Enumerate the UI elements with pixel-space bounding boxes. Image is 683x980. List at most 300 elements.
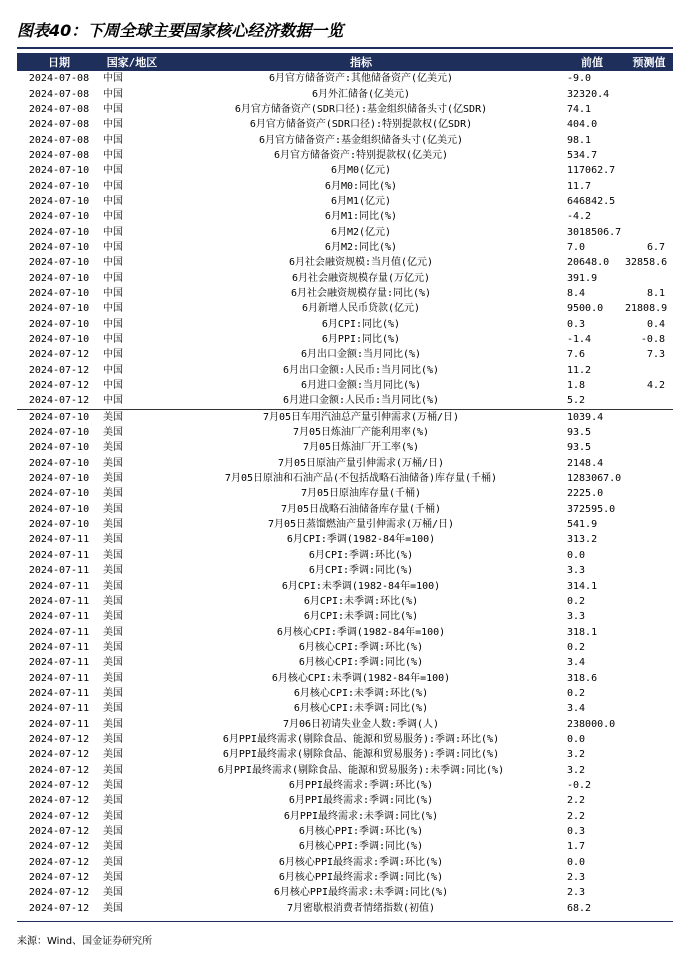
- table-row: [17, 532, 673, 547]
- cell-region: 美国: [103, 687, 123, 699]
- cell-previous: -9.0: [567, 73, 592, 85]
- cell-date: 2024-07-10: [28, 195, 90, 207]
- header-previous: 前值: [559, 53, 625, 71]
- table-row: [17, 86, 673, 101]
- cell-region: 中国: [103, 303, 123, 315]
- cell-indicator: 6月CPI:未季调:同比(%): [303, 611, 419, 623]
- cell-indicator: 6月出口金额:人民币:当月同比(%): [282, 364, 440, 376]
- cell-forecast: [625, 178, 673, 193]
- table-row: [17, 640, 673, 655]
- cell-region: 美国: [103, 595, 123, 607]
- cell-indicator: 6月M1(亿元): [330, 195, 392, 207]
- cell-region: 美国: [103, 457, 123, 469]
- header-region: 国家/地区: [101, 53, 163, 71]
- cell-forecast: [625, 701, 673, 716]
- table-row: [17, 563, 673, 578]
- cell-forecast: [625, 194, 673, 209]
- cell-region: 美国: [103, 427, 123, 439]
- table-row: [17, 409, 673, 425]
- cell-previous: 3.3: [567, 611, 586, 623]
- cell-forecast: [625, 517, 673, 532]
- cell-region: 美国: [103, 764, 123, 776]
- cell-date: 2024-07-11: [28, 626, 90, 638]
- cell-forecast: [625, 502, 673, 517]
- cell-region: 美国: [103, 810, 123, 822]
- cell-date: 2024-07-11: [28, 641, 90, 653]
- cell-indicator: 6月核心CPI:季调(1982-84年=100): [276, 626, 446, 638]
- cell-previous: 3.4: [567, 703, 586, 715]
- cell-previous: 3.2: [567, 764, 586, 776]
- cell-date: 2024-07-10: [28, 180, 90, 192]
- table-row: [17, 132, 673, 147]
- cell-indicator: 6月PPI最终需求:季调:环比(%): [288, 779, 434, 791]
- cell-date: 2024-07-12: [28, 887, 90, 899]
- cell-date: 2024-07-10: [28, 334, 90, 346]
- cell-region: 美国: [103, 641, 123, 653]
- cell-region: 美国: [103, 580, 123, 592]
- cell-indicator: 6月进口金额:人民币:当月同比(%): [282, 395, 440, 407]
- cell-region: 美国: [103, 841, 123, 853]
- cell-date: 2024-07-12: [28, 749, 90, 761]
- table-row: [17, 870, 673, 885]
- cell-indicator: 6月核心PPI:季调:同比(%): [298, 841, 424, 853]
- cell-previous: 98.1: [567, 134, 592, 146]
- cell-forecast: [625, 885, 673, 900]
- cell-indicator: 6月社会融资规模存量(万亿元): [291, 272, 431, 284]
- cell-previous: 0.0: [567, 549, 586, 561]
- cell-region: 中国: [103, 211, 123, 223]
- cell-region: 中国: [103, 334, 123, 346]
- cell-date: 2024-07-11: [28, 703, 90, 715]
- cell-date: 2024-07-08: [28, 134, 90, 146]
- table-row: [17, 425, 673, 440]
- cell-previous: 7.0: [567, 241, 586, 253]
- cell-previous: -0.2: [567, 779, 592, 791]
- cell-date: 2024-07-11: [28, 549, 90, 561]
- cell-indicator: 7月05日蒸馏燃油产量引伸需求(万桶/日): [267, 519, 455, 531]
- cell-forecast: [625, 716, 673, 731]
- cell-date: 2024-07-10: [17, 409, 101, 425]
- cell-previous: 11.7: [567, 180, 592, 192]
- cell-previous: 3.4: [567, 657, 586, 669]
- cell-date: 2024-07-11: [28, 687, 90, 699]
- cell-indicator: 6月PPI最终需求(剔除食品、能源和贸易服务):季调:环比(%): [222, 733, 500, 745]
- cell-region: 美国: [103, 503, 123, 515]
- cell-region: 中国: [103, 103, 123, 115]
- cell-indicator: 6月核心CPI:未季调:环比(%): [293, 687, 429, 699]
- cell-indicator: 6月M2(亿元): [330, 226, 392, 238]
- cell-region: 美国: [103, 442, 123, 454]
- table-row: [17, 747, 673, 762]
- cell-region: 中国: [103, 380, 123, 392]
- cell-region: 美国: [103, 749, 123, 761]
- economic-data-table: [17, 53, 673, 916]
- cell-forecast: [625, 640, 673, 655]
- cell-indicator: 7月05日炼油厂产能利用率(%): [292, 427, 430, 439]
- cell-indicator: 6月M2:同比(%): [324, 241, 398, 253]
- table-row: [17, 471, 673, 486]
- cell-region: 美国: [103, 826, 123, 838]
- table-row: [17, 517, 673, 532]
- cell-region: 中国: [103, 134, 123, 146]
- table-row: [17, 778, 673, 793]
- cell-date: 2024-07-10: [28, 287, 90, 299]
- table-row: [17, 148, 673, 163]
- cell-forecast: [625, 762, 673, 777]
- header-indicator: 指标: [163, 53, 559, 71]
- cell-date: 2024-07-11: [28, 718, 90, 730]
- cell-date: 2024-07-12: [28, 764, 90, 776]
- cell-forecast: [625, 609, 673, 624]
- table-row: [17, 609, 673, 624]
- cell-forecast: [625, 363, 673, 378]
- cell-forecast: [625, 870, 673, 885]
- cell-forecast: [625, 747, 673, 762]
- table-body: [17, 71, 673, 916]
- cell-indicator: 6月出口金额:当月同比(%): [300, 349, 422, 361]
- cell-indicator: 6月CPI:未季调(1982-84年=100): [281, 580, 441, 592]
- table-row: [17, 163, 673, 178]
- cell-region: 美国: [103, 703, 123, 715]
- table-row: [17, 885, 673, 900]
- cell-previous: 404.0: [567, 119, 598, 131]
- cell-date: 2024-07-11: [28, 580, 90, 592]
- cell-forecast: [625, 132, 673, 147]
- cell-forecast: [625, 732, 673, 747]
- cell-date: 2024-07-10: [28, 503, 90, 515]
- cell-date: 2024-07-08: [28, 88, 90, 100]
- cell-forecast: [625, 563, 673, 578]
- cell-date: 2024-07-12: [28, 349, 90, 361]
- cell-date: 2024-07-10: [28, 165, 90, 177]
- cell-indicator: 6月CPI:季调:同比(%): [308, 565, 414, 577]
- cell-forecast: [625, 532, 673, 547]
- cell-region: 美国: [103, 549, 123, 561]
- cell-forecast: [625, 163, 673, 178]
- cell-forecast: 0.4: [646, 318, 665, 330]
- cell-previous: 2.2: [567, 795, 586, 807]
- table-row: [17, 456, 673, 471]
- cell-forecast: [625, 655, 673, 670]
- cell-indicator: 6月核心CPI:未季调:同比(%): [293, 703, 429, 715]
- cell-indicator: 7月密歇根消费者情绪指数(初值): [286, 902, 436, 914]
- cell-indicator: 6月核心CPI:季调:同比(%): [298, 657, 424, 669]
- cell-forecast: [625, 425, 673, 440]
- cell-previous: 0.2: [567, 595, 586, 607]
- cell-region: 中国: [103, 180, 123, 192]
- cell-forecast: [625, 224, 673, 239]
- cell-previous: 0.2: [567, 687, 586, 699]
- table-row: [17, 178, 673, 193]
- table-row: [17, 270, 673, 285]
- table-row: [17, 824, 673, 839]
- cell-region: 美国: [103, 779, 123, 791]
- cell-previous: 2.3: [567, 872, 586, 884]
- cell-date: 2024-07-12: [28, 902, 90, 914]
- table-row: [17, 670, 673, 685]
- cell-region: 中国: [103, 226, 123, 238]
- cell-date: 2024-07-12: [28, 733, 90, 745]
- cell-indicator: 7月06日初请失业金人数:季调(人): [282, 718, 440, 730]
- cell-previous: 68.2: [567, 902, 592, 914]
- table-row: [17, 224, 673, 239]
- cell-indicator: 6月官方储备资产:特别提款权(亿美元): [273, 149, 449, 161]
- cell-indicator: 6月CPI:季调(1982-84年=100): [286, 534, 436, 546]
- cell-forecast: [625, 148, 673, 163]
- cell-forecast: [625, 624, 673, 639]
- table-header-row: [17, 53, 673, 71]
- cell-forecast: [625, 793, 673, 808]
- cell-date: 2024-07-10: [28, 519, 90, 531]
- cell-forecast: 32858.6: [625, 257, 668, 269]
- cell-date: 2024-07-12: [28, 826, 90, 838]
- cell-forecast: [625, 855, 673, 870]
- cell-indicator: 6月新增人民币贷款(亿元): [301, 303, 421, 315]
- cell-date: 2024-07-12: [28, 810, 90, 822]
- cell-previous: 93.5: [567, 442, 592, 454]
- table-row: [17, 301, 673, 316]
- cell-forecast: [625, 670, 673, 685]
- cell-region: 美国: [103, 718, 123, 730]
- cell-region: 中国: [103, 395, 123, 407]
- cell-date: 2024-07-10: [28, 427, 90, 439]
- cell-date: 2024-07-10: [28, 241, 90, 253]
- cell-previous: 2.2: [567, 810, 586, 822]
- cell-previous: 0.2: [567, 641, 586, 653]
- cell-forecast: [625, 409, 673, 425]
- cell-previous: 74.1: [567, 103, 592, 115]
- cell-forecast: [625, 686, 673, 701]
- cell-region: 美国: [103, 672, 123, 684]
- cell-indicator: 6月PPI:同比(%): [321, 334, 401, 346]
- cell-date: 2024-07-11: [28, 672, 90, 684]
- table-row: [17, 440, 673, 455]
- cell-date: 2024-07-08: [28, 119, 90, 131]
- cell-previous: 2148.4: [567, 457, 604, 469]
- cell-forecast: [625, 102, 673, 117]
- cell-previous: -1.4: [567, 334, 592, 346]
- table-row: [17, 901, 673, 916]
- cell-date: 2024-07-12: [28, 795, 90, 807]
- cell-forecast: [625, 824, 673, 839]
- table-row: [17, 578, 673, 593]
- cell-previous: 8.4: [567, 287, 586, 299]
- cell-indicator: 7月05日原油库存量(千桶): [300, 488, 422, 500]
- cell-previous: 93.5: [567, 427, 592, 439]
- cell-indicator: 7月05日车用汽油总产量引伸需求(万桶/日): [163, 409, 559, 425]
- cell-forecast: [625, 270, 673, 285]
- cell-date: 2024-07-10: [28, 303, 90, 315]
- cell-region: 美国: [103, 872, 123, 884]
- cell-date: 2024-07-10: [28, 457, 90, 469]
- table-row: [17, 762, 673, 777]
- cell-date: 2024-07-10: [28, 442, 90, 454]
- cell-forecast: 21808.9: [625, 303, 668, 315]
- table-row: [17, 194, 673, 209]
- cell-region: 美国: [103, 887, 123, 899]
- table-row: [17, 732, 673, 747]
- table-row: [17, 655, 673, 670]
- cell-previous: 372595.0: [567, 503, 616, 515]
- cell-region: 中国: [103, 257, 123, 269]
- cell-date: 2024-07-10: [28, 318, 90, 330]
- cell-date: 2024-07-08: [28, 73, 90, 85]
- cell-indicator: 6月核心PPI:季调:环比(%): [298, 826, 424, 838]
- cell-date: 2024-07-11: [28, 565, 90, 577]
- cell-forecast: [625, 440, 673, 455]
- cell-indicator: 6月社会融资规模:当月值(亿元): [288, 257, 434, 269]
- cell-region: 中国: [103, 318, 123, 330]
- cell-forecast: [625, 578, 673, 593]
- cell-previous: 20648.0: [567, 257, 610, 269]
- table-row: [17, 117, 673, 132]
- cell-date: 2024-07-12: [28, 856, 90, 868]
- cell-indicator: 6月PPI最终需求(剔除食品、能源和贸易服务):未季调:同比(%): [217, 764, 505, 776]
- cell-indicator: 6月社会融资规模存量:同比(%): [290, 287, 432, 299]
- cell-previous: 541.9: [567, 519, 598, 531]
- figure-title: 图表40：下周全球主要国家核心经济数据一览: [17, 21, 344, 40]
- cell-indicator: 7月05日战略石油储备库存量(千桶): [280, 503, 442, 515]
- cell-previous: 238000.0: [567, 718, 616, 730]
- table-row: [17, 594, 673, 609]
- cell-previous: 2.3: [567, 887, 586, 899]
- table-row: [17, 486, 673, 501]
- footer-rule: [17, 921, 673, 922]
- table-row: [17, 716, 673, 731]
- title-rule: [17, 47, 673, 49]
- cell-region: 美国: [103, 473, 123, 485]
- table-row: [17, 332, 673, 347]
- cell-previous: 0.0: [567, 856, 586, 868]
- cell-forecast: [625, 901, 673, 916]
- cell-previous: 646842.5: [567, 195, 616, 207]
- cell-forecast: [625, 456, 673, 471]
- table-row: [17, 102, 673, 117]
- cell-date: 2024-07-12: [28, 872, 90, 884]
- cell-previous: 3.3: [567, 565, 586, 577]
- cell-indicator: 6月进口金额:当月同比(%): [300, 380, 422, 392]
- cell-region: 中国: [103, 364, 123, 376]
- cell-previous: 1039.4: [559, 409, 625, 425]
- cell-previous: 117062.7: [567, 165, 616, 177]
- table-row: [17, 240, 673, 255]
- cell-region: 中国: [103, 88, 123, 100]
- cell-forecast: 8.1: [646, 287, 665, 299]
- cell-forecast: [625, 209, 673, 224]
- cell-indicator: 6月核心PPI最终需求:季调:环比(%): [278, 856, 444, 868]
- cell-previous: 32320.4: [567, 88, 610, 100]
- cell-date: 2024-07-10: [28, 272, 90, 284]
- cell-previous: 0.3: [567, 826, 586, 838]
- table-row: [17, 255, 673, 270]
- cell-region: 美国: [103, 795, 123, 807]
- cell-previous: 318.6: [567, 672, 598, 684]
- table-row: [17, 502, 673, 517]
- cell-indicator: 6月M0(亿元): [330, 165, 392, 177]
- cell-previous: 7.6: [567, 349, 586, 361]
- cell-date: 2024-07-10: [28, 211, 90, 223]
- table-row: [17, 548, 673, 563]
- cell-date: 2024-07-10: [28, 226, 90, 238]
- cell-indicator: 6月核心CPI:未季调(1982-84年=100): [271, 672, 451, 684]
- cell-date: 2024-07-11: [28, 595, 90, 607]
- cell-previous: 1.7: [567, 841, 586, 853]
- cell-previous: 2225.0: [567, 488, 604, 500]
- cell-indicator: 6月CPI:未季调:环比(%): [303, 595, 419, 607]
- table-row: [17, 686, 673, 701]
- cell-region: 中国: [103, 349, 123, 361]
- cell-indicator: 6月官方储备资产:其他储备资产(亿美元): [268, 73, 454, 85]
- cell-indicator: 7月05日原油和石油产品(不包括战略石油储备)库存量(千桶): [224, 473, 498, 485]
- cell-forecast: [625, 839, 673, 854]
- cell-indicator: 6月核心PPI最终需求:季调:同比(%): [278, 872, 444, 884]
- cell-previous: 314.1: [567, 580, 598, 592]
- cell-previous: 11.2: [567, 364, 592, 376]
- cell-date: 2024-07-11: [28, 611, 90, 623]
- table-row: [17, 209, 673, 224]
- cell-date: 2024-07-08: [28, 149, 90, 161]
- table-row: [17, 71, 673, 86]
- cell-region: 美国: [103, 856, 123, 868]
- cell-region: 美国: [103, 733, 123, 745]
- cell-region: 中国: [103, 272, 123, 284]
- cell-region: 中国: [103, 195, 123, 207]
- table-row: [17, 855, 673, 870]
- cell-previous: 5.2: [567, 395, 586, 407]
- cell-date: 2024-07-12: [28, 779, 90, 791]
- cell-date: 2024-07-12: [28, 364, 90, 376]
- table-row: [17, 317, 673, 332]
- cell-region: 美国: [103, 565, 123, 577]
- cell-indicator: 6月M1:同比(%): [324, 211, 398, 223]
- cell-date: 2024-07-10: [28, 257, 90, 269]
- cell-previous: 318.1: [567, 626, 598, 638]
- cell-indicator: 6月CPI:季调:环比(%): [308, 549, 414, 561]
- cell-previous: 3018506.7: [567, 226, 622, 238]
- cell-date: 2024-07-12: [28, 841, 90, 853]
- table-row: [17, 793, 673, 808]
- table-row: [17, 378, 673, 393]
- cell-region: 中国: [103, 119, 123, 131]
- cell-forecast: -0.8: [640, 334, 665, 346]
- cell-forecast: [625, 117, 673, 132]
- cell-indicator: 6月CPI:同比(%): [321, 318, 401, 330]
- cell-date: 2024-07-10: [28, 473, 90, 485]
- source-note: 来源：Wind、国金证券研究所: [17, 936, 153, 947]
- cell-previous: 313.2: [567, 534, 598, 546]
- cell-indicator: 6月官方储备资产(SDR口径):基金组织储备头寸(亿SDR): [234, 103, 488, 115]
- cell-indicator: 6月外汇储备(亿美元): [311, 88, 411, 100]
- cell-indicator: 6月官方储备资产:基金组织储备头寸(亿美元): [258, 134, 464, 146]
- cell-region: 美国: [103, 519, 123, 531]
- cell-region: 中国: [103, 73, 123, 85]
- cell-forecast: [625, 71, 673, 86]
- cell-previous: 534.7: [567, 149, 598, 161]
- cell-previous: -4.2: [567, 211, 592, 223]
- cell-indicator: 6月PPI最终需求:季调:同比(%): [288, 795, 434, 807]
- cell-region: 美国: [103, 534, 123, 546]
- cell-forecast: 4.2: [646, 380, 665, 392]
- cell-forecast: [625, 86, 673, 101]
- cell-indicator: 6月PPI最终需求(剔除食品、能源和贸易服务):季调:同比(%): [222, 749, 500, 761]
- table-row: [17, 393, 673, 409]
- cell-indicator: 6月M0:同比(%): [324, 180, 398, 192]
- cell-region: 美国: [103, 902, 123, 914]
- cell-date: 2024-07-11: [28, 657, 90, 669]
- table-row: [17, 347, 673, 362]
- cell-forecast: [625, 548, 673, 563]
- cell-indicator: 6月官方储备资产(SDR口径):特别提款权(亿SDR): [249, 119, 473, 131]
